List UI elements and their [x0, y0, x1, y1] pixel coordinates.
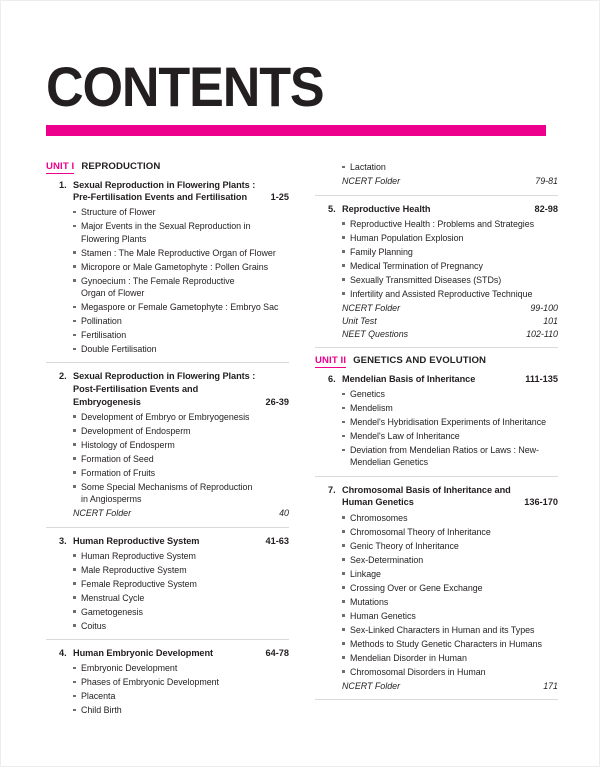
- square-bullet-icon: [73, 709, 76, 712]
- square-bullet-icon: [73, 582, 76, 585]
- square-bullet-icon: [342, 600, 345, 603]
- topic-item: Development of Embryo or Embryogenesis: [73, 411, 289, 423]
- chapter-title-wrap: [73, 647, 289, 660]
- square-bullet-icon: [342, 628, 345, 631]
- square-bullet-icon: [342, 264, 345, 267]
- topic-item: Mendelian Disorder in Human: [342, 652, 558, 664]
- chapter-page-range: 64-78: [265, 648, 289, 659]
- chapter-title: Human Reproductive System: [73, 535, 200, 546]
- topic-list: [46, 662, 289, 716]
- square-bullet-icon: [342, 544, 345, 547]
- topic-list: [315, 218, 558, 300]
- meta-row: [315, 315, 558, 328]
- topic-item: Structure of Flower: [73, 206, 289, 218]
- square-bullet-icon: [342, 278, 345, 281]
- meta-pages: 79-81: [535, 176, 558, 186]
- chapter-page-range: 1-25: [270, 192, 289, 203]
- chapter-entry: [46, 647, 289, 717]
- chapter-page-range: 136-170: [524, 497, 558, 508]
- chapter-header[interactable]: [315, 203, 558, 216]
- square-bullet-icon: [73, 624, 76, 627]
- chapter-number: 3.: [59, 535, 67, 546]
- topic-item: Male Reproductive System: [73, 564, 289, 576]
- square-bullet-icon: [73, 610, 76, 613]
- square-bullet-icon: [73, 485, 76, 488]
- square-bullet-icon: [342, 516, 345, 519]
- meta-label: NCERT Folder: [73, 508, 132, 519]
- square-bullet-icon: [73, 251, 76, 254]
- chapter-entry: [315, 373, 558, 469]
- chapter-header[interactable]: [315, 484, 558, 509]
- topic-item-line2: Organ of Flower: [81, 288, 145, 298]
- meta-label: NCERT Folder: [342, 680, 401, 691]
- square-bullet-icon: [342, 421, 345, 424]
- topic-item: Deviation from Mendelian Ratios or Laws : New- Mendelian Genetics: [342, 444, 558, 469]
- unit-name: REPRODUCTION: [81, 161, 161, 172]
- unit-tag: UNIT I: [46, 161, 75, 172]
- topic-item: Gynoecium : The Female Reproductive Organ of Flower: [73, 275, 289, 300]
- topic-list: [315, 161, 558, 173]
- topic-item: Female Reproductive System: [73, 578, 289, 590]
- square-bullet-icon: [73, 415, 76, 418]
- topic-item: Mendel's Law of Inheritance: [342, 430, 558, 442]
- topic-item: Fertilisation: [73, 329, 289, 341]
- topic-item: Megaspore or Female Gametophyte : Embryo Sac: [73, 301, 289, 313]
- topic-item: Phases of Embryonic Development: [73, 676, 289, 688]
- chapter-title-line2: Pre-Fertilisation Events and Fertilisation: [73, 192, 248, 203]
- chapter-number: 1.: [59, 179, 67, 190]
- topic-item: Pollination: [73, 315, 289, 327]
- topic-item: Coitus: [73, 620, 289, 632]
- square-bullet-icon: [73, 471, 76, 474]
- topic-item-line2: in Angiosperms: [81, 494, 142, 505]
- chapter-title-wrap: [73, 179, 289, 204]
- square-bullet-icon: [73, 457, 76, 460]
- square-bullet-icon: [342, 292, 345, 295]
- chapter-page-range: 41-63: [265, 535, 289, 546]
- topic-item: Human Genetics: [342, 610, 558, 622]
- topic-list: [46, 411, 289, 506]
- topic-item: Mendelism: [342, 402, 558, 414]
- section-separator: [46, 639, 289, 640]
- chapter-number: 6.: [328, 373, 336, 384]
- meta-row: [315, 302, 558, 315]
- topic-item: Gametogenesis: [73, 606, 289, 618]
- square-bullet-icon: [342, 222, 345, 225]
- topic-item-line2: Flowering Plants: [81, 233, 147, 244]
- chapter-title-line2: Post-Fertilisation Events and Embryogenesis: [73, 384, 199, 407]
- square-bullet-icon: [73, 443, 76, 446]
- square-bullet-icon: [73, 334, 76, 337]
- square-bullet-icon: [342, 393, 345, 396]
- topic-list: [315, 512, 558, 678]
- square-bullet-icon: [342, 656, 345, 659]
- topic-item: Medical Termination of Pregnancy: [342, 260, 558, 272]
- topic-item: Major Events in the Sexual Reproduction in Flowering Plants: [73, 220, 289, 245]
- section-separator: [315, 195, 558, 196]
- chapter-header[interactable]: [46, 370, 289, 408]
- square-bullet-icon: [342, 530, 345, 533]
- topic-item: Reproductive Health : Problems and Strategies: [342, 218, 558, 230]
- meta-label: NEET Questions: [342, 328, 409, 339]
- section-separator: [315, 347, 558, 348]
- page-title-block: [46, 55, 556, 136]
- meta-row: [315, 328, 558, 341]
- square-bullet-icon: [73, 211, 76, 214]
- chapter-header[interactable]: [46, 535, 289, 548]
- topic-item: Mutations: [342, 596, 558, 608]
- topic-item: Formation of Fruits: [73, 467, 289, 479]
- meta-pages: 101: [543, 315, 558, 326]
- unit-header: [46, 161, 289, 174]
- chapter-entry: [315, 203, 558, 341]
- chapter-title: Reproductive Health: [342, 203, 431, 214]
- topic-item: Formation of Seed: [73, 453, 289, 465]
- topic-item: Embryonic Development: [73, 662, 289, 674]
- topic-item: Sex-Determination: [342, 554, 558, 566]
- meta-row: [315, 680, 558, 693]
- topic-item: Double Fertilisation: [73, 343, 289, 355]
- topic-item: Linkage: [342, 568, 558, 580]
- square-bullet-icon: [342, 642, 345, 645]
- square-bullet-icon: [73, 320, 76, 323]
- square-bullet-icon: [342, 166, 345, 169]
- chapter-title-wrap: [73, 535, 289, 548]
- square-bullet-icon: [73, 568, 76, 571]
- topic-item: Methods to Study Genetic Characters in Humans: [342, 638, 558, 650]
- meta-pages: 99-100: [530, 302, 558, 313]
- meta-label: NCERT Folder: [342, 302, 401, 313]
- topic-item: Human Population Explosion: [342, 232, 558, 244]
- square-bullet-icon: [73, 225, 76, 228]
- chapter-title-wrap: [342, 373, 558, 386]
- chapter-title: Chromosomal Basis of Inheritance and Human Genetics: [342, 484, 511, 508]
- topic-item: Sexually Transmitted Diseases (STDs): [342, 274, 558, 286]
- square-bullet-icon: [342, 572, 345, 575]
- square-bullet-icon: [73, 306, 76, 309]
- square-bullet-icon: [73, 348, 76, 351]
- topic-item: Crossing Over or Gene Exchange: [342, 582, 558, 594]
- chapter-header[interactable]: [46, 179, 289, 204]
- chapter-title-wrap: [73, 370, 289, 408]
- page-title: CONTENTS: [46, 55, 324, 118]
- topic-item: Stamen : The Male Reproductive Organ of Flower: [73, 247, 289, 259]
- topic-item: Micropore or Male Gametophyte : Pollen Grains: [73, 261, 289, 273]
- topic-item: Genic Theory of Inheritance: [342, 540, 558, 552]
- chapter-title-line2: Human Genetics: [342, 497, 414, 508]
- chapter-title: Sexual Reproduction in Flowering Plants : Post-Fertilisation Events and Embryogenesis: [73, 370, 260, 408]
- square-bullet-icon: [73, 596, 76, 599]
- chapter-title-wrap: [342, 484, 558, 509]
- section-separator: [46, 527, 289, 528]
- square-bullet-icon: [73, 279, 76, 282]
- square-bullet-icon: [73, 265, 76, 268]
- topic-list: [315, 388, 558, 469]
- chapter-number: 7.: [328, 484, 336, 495]
- topic-item: Child Birth: [73, 704, 289, 716]
- meta-pages: 40: [279, 508, 289, 519]
- contents-columns: [46, 161, 558, 719]
- chapter-page-range: 111-135: [525, 373, 558, 384]
- square-bullet-icon: [342, 449, 345, 452]
- unit-header: [315, 355, 558, 368]
- chapter-number: 2.: [59, 371, 67, 382]
- chapter-title: Mendelian Basis of Inheritance: [342, 373, 476, 384]
- meta-label: NCERT Folder: [342, 176, 401, 186]
- section-separator: [46, 362, 289, 363]
- chapter-page-range: 26-39: [265, 396, 289, 407]
- topic-item: Chromosomal Disorders in Human: [342, 666, 558, 678]
- square-bullet-icon: [73, 681, 76, 684]
- topic-item: Infertility and Assisted Reproductive Technique: [342, 288, 558, 300]
- meta-label: Unit Test: [342, 315, 377, 326]
- section-separator: [315, 476, 558, 477]
- square-bullet-icon: [342, 586, 345, 589]
- square-bullet-icon: [342, 250, 345, 253]
- topic-list: [46, 206, 289, 355]
- topic-item: Histology of Endosperm: [73, 439, 289, 451]
- chapter-page-range: 82-98: [534, 203, 558, 214]
- topic-item: Human Reproductive System: [73, 550, 289, 562]
- topic-item: Placenta: [73, 690, 289, 702]
- square-bullet-icon: [73, 554, 76, 557]
- topic-item: Genetics: [342, 388, 558, 400]
- square-bullet-icon: [342, 558, 345, 561]
- title-accent-rule: [46, 125, 546, 136]
- topic-item: Sex-Linked Characters in Human and its Types: [342, 624, 558, 636]
- chapter-entry: [315, 484, 558, 692]
- meta-pages: 102-110: [526, 328, 558, 339]
- chapter-title: Human Embryonic Development: [73, 648, 214, 659]
- topic-item: Mendel's Hybridisation Experiments of Inheritance: [342, 416, 558, 428]
- chapter-entry: [46, 370, 289, 519]
- chapter-entry: [46, 535, 289, 633]
- topic-item: Menstrual Cycle: [73, 592, 289, 604]
- topic-item: Chromosomal Theory of Inheritance: [342, 526, 558, 538]
- chapter-title: Sexual Reproduction in Flowering Plants : Pre-Fertilisation Events and Fertilisation: [73, 179, 256, 203]
- meta-row: [46, 507, 289, 520]
- unit-name: GENETICS AND EVOLUTION: [353, 355, 487, 367]
- chapter-title-wrap: [342, 203, 558, 216]
- square-bullet-icon: [342, 236, 345, 239]
- unit-tag: UNIT II: [315, 355, 347, 367]
- meta-row: [315, 175, 558, 188]
- topic-item: Some Special Mechanisms of Reproduction in Angiosperms: [73, 481, 289, 506]
- chapter-number: 4.: [59, 648, 67, 659]
- square-bullet-icon: [73, 695, 76, 698]
- square-bullet-icon: [73, 667, 76, 670]
- square-bullet-icon: [73, 429, 76, 432]
- meta-pages: 171: [543, 680, 558, 691]
- topic-item: Chromosomes: [342, 512, 558, 524]
- right-column: [315, 161, 558, 707]
- square-bullet-icon: [342, 614, 345, 617]
- square-bullet-icon: [342, 670, 345, 673]
- left-column: [46, 161, 289, 719]
- square-bullet-icon: [342, 407, 345, 410]
- chapter-header[interactable]: [315, 373, 558, 386]
- chapter-entry: [46, 179, 289, 356]
- square-bullet-icon: [342, 435, 345, 438]
- chapter-number: 5.: [328, 203, 336, 214]
- topic-item: Lactation: [342, 161, 558, 173]
- section-separator: [315, 699, 558, 700]
- topic-item-line2: Mendelian Genetics: [350, 457, 429, 468]
- chapter-header[interactable]: [46, 647, 289, 660]
- topic-item: Development of Endosperm: [73, 425, 289, 437]
- topic-item: Family Planning: [342, 246, 558, 258]
- topic-list: [46, 550, 289, 632]
